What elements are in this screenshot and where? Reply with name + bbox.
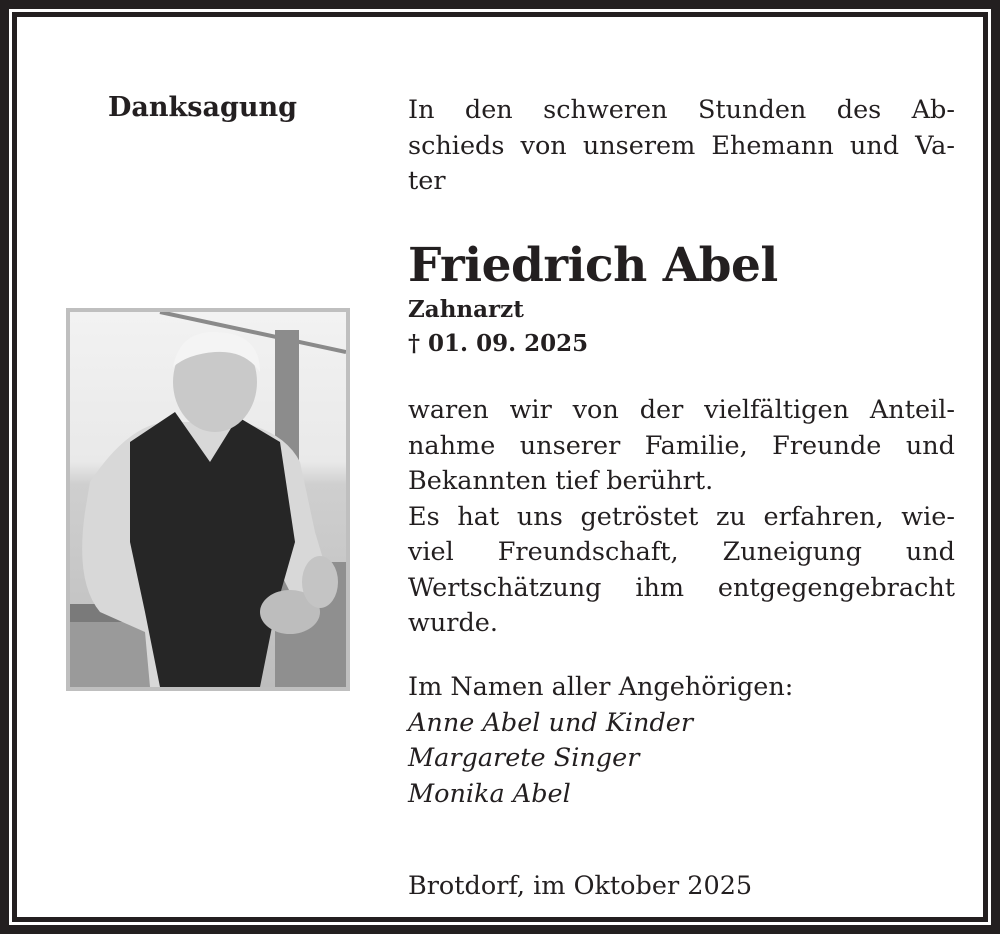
- body-line: Es hat uns getröstet zu erfahren, wie-: [408, 501, 955, 532]
- cross-icon: †: [408, 330, 421, 357]
- body-line: wurde.: [408, 608, 498, 638]
- place-date: [408, 869, 955, 905]
- signatory: Monika Abel: [408, 778, 571, 809]
- body-line: Wertschätzung ihm entgegengebracht: [408, 572, 955, 603]
- body-line: Bekannten tief berührt.: [408, 466, 714, 496]
- body-line: viel Freundschaft, Zuneigung und: [408, 537, 955, 567]
- signatory: Margarete Singer: [408, 743, 640, 773]
- deceased-profession: Zahnarzt: [408, 296, 524, 323]
- intro-line: In den schweren Stunden des Ab-: [408, 95, 955, 125]
- death-date: 01. 09. 2025: [428, 330, 589, 357]
- deceased-name: Friedrich Abel: [408, 238, 778, 293]
- body-text: [408, 393, 955, 642]
- portrait-image: [70, 312, 346, 687]
- death-date-line: [408, 330, 588, 357]
- signatory: Anne Abel und Kinder: [408, 707, 694, 738]
- portrait-photo: [66, 308, 350, 691]
- intro-line: schieds von unserem Ehemann und Va-: [408, 130, 955, 161]
- heading: Danksagung: [108, 92, 297, 123]
- body-line: nahme unserer Familie, Freunde und: [408, 430, 955, 461]
- place-date-text: Brotdorf, im Oktober 2025: [408, 871, 753, 901]
- intro-line: ter: [408, 166, 446, 196]
- body-line: waren wir von der vielfältigen Anteil-: [408, 395, 955, 425]
- intro-text: [408, 93, 955, 200]
- signoff: [408, 670, 955, 812]
- signoff-intro: Im Namen aller Angehörigen:: [408, 672, 794, 702]
